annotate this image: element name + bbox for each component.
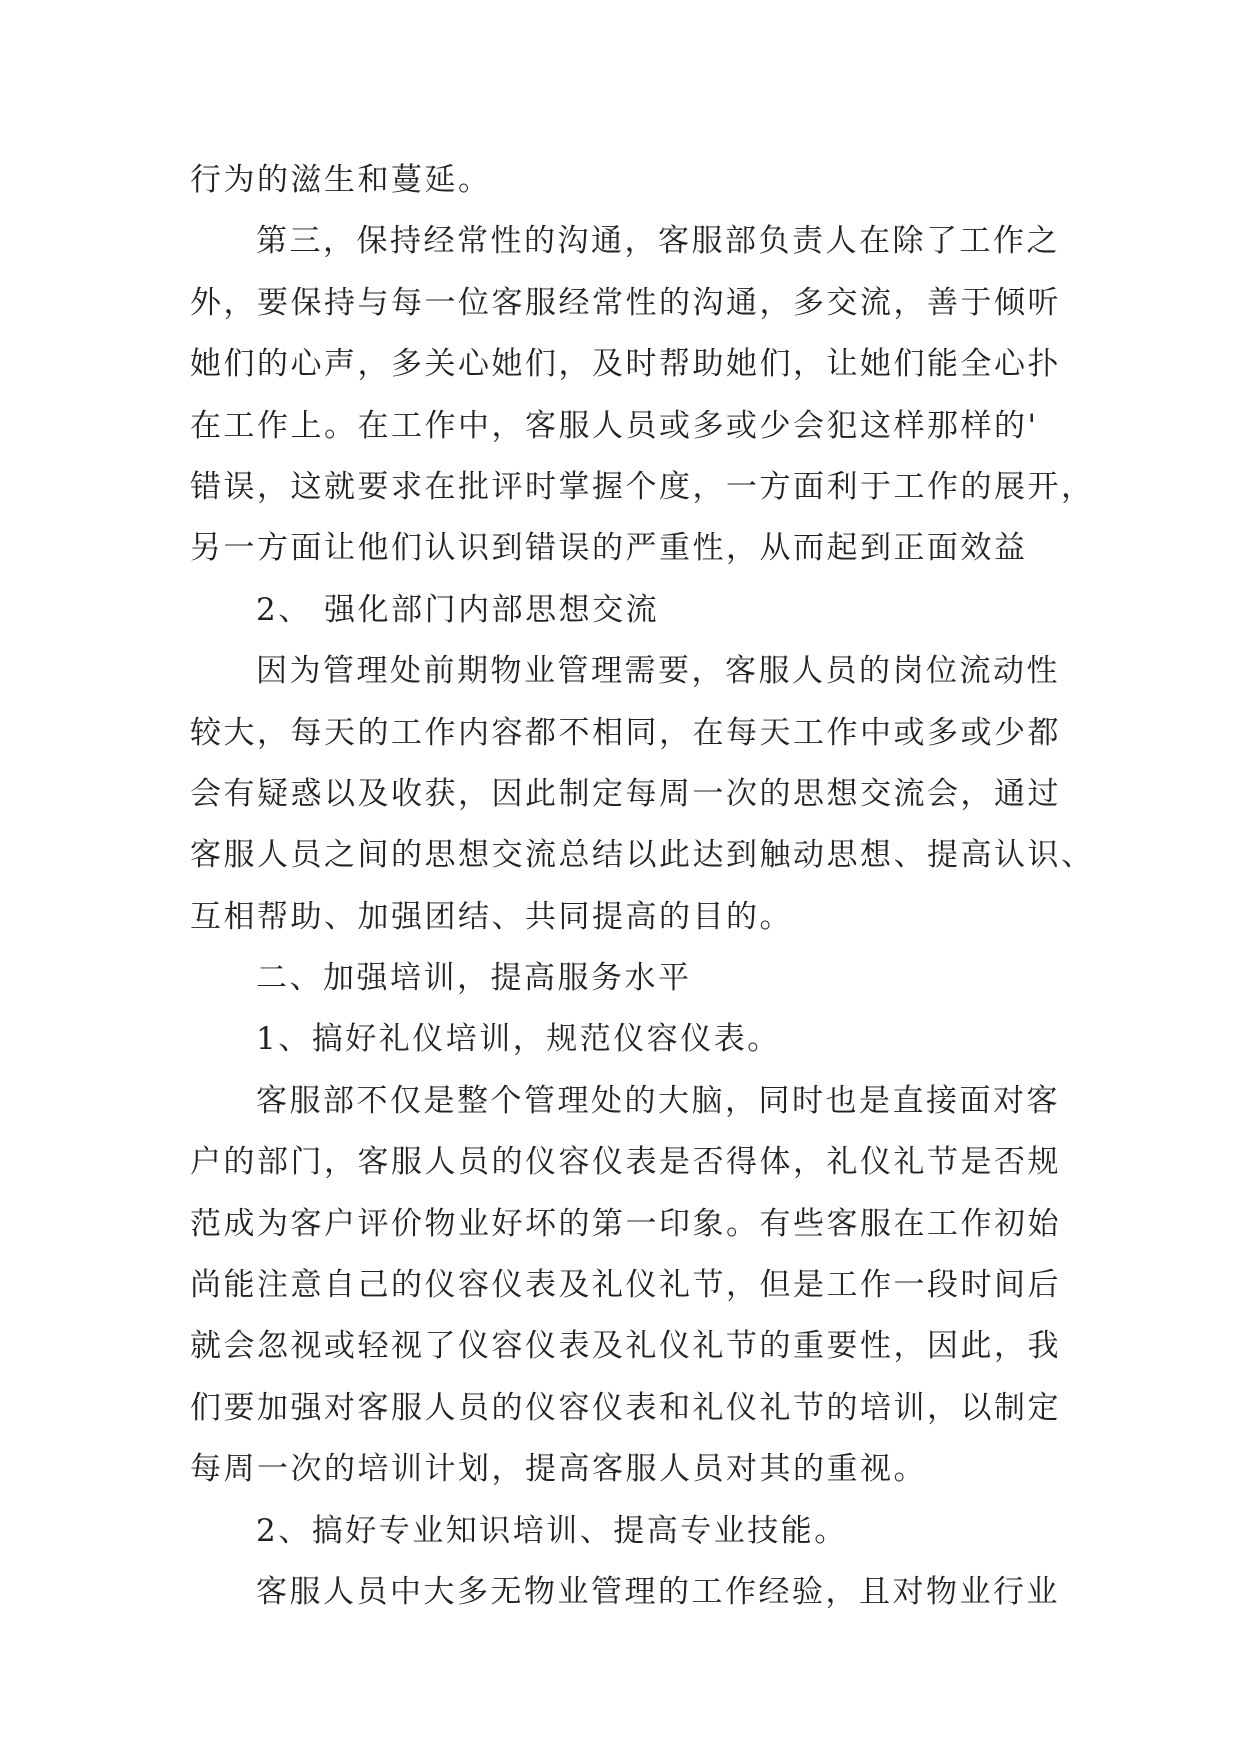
text-line: 互相帮助、加强团结、共同提高的目的。 [190,898,793,935]
text-line: 们要加强对客服人员的仪容仪表和礼仪礼节的培训，以制定 [190,1389,1061,1426]
text-line: 因为管理处前期物业管理需要，客服人员的岗位流动性 [256,653,1060,690]
text-line: 范成为客户评价物业好坏的第一印象。有些客服在工作初始 [190,1205,1061,1242]
text-line: 错误，这就要求在批评时掌握个度，一方面利于工作的展开， [190,468,1095,505]
text-line: 会有疑惑以及收获，因此制定每周一次的思想交流会，通过 [190,775,1061,812]
text-line: 客服部不仅是整个管理处的大脑，同时也是直接面对客 [256,1082,1060,1119]
text-line: 户的部门，客服人员的仪容仪表是否得体，礼仪礼节是否规 [190,1144,1061,1181]
text-line: 她们的心声，多关心她们，及时帮助她们，让她们能全心扑 [190,346,1061,383]
section-heading: 二、加强培训，提高服务水平 [256,960,692,997]
text-line: 尚能注意自己的仪容仪表及礼仪礼节，但是工作一段时间后 [190,1267,1061,1304]
text-line: 另一方面让他们认识到错误的严重性，从而起到正面效益 [190,530,1028,567]
document-page [190,150,1095,1623]
text-line: 在工作上。在工作中，客服人员或多或少会犯这样那样的' [190,407,1039,444]
text-line: 客服人员中大多无物业管理的工作经验，且对物业行业 [256,1573,1060,1610]
text-line: 第三，保持经常性的沟通，客服部负责人在除了工作之 [256,223,1060,260]
text-line: 每周一次的培训计划，提高客服人员对其的重视。 [190,1451,927,1488]
text-line: 客服人员之间的思想交流总结以此达到触动思想、提高认识、 [190,837,1095,874]
section-heading: 2、 强化部门内部思想交流 [256,591,660,628]
text-line: 就会忽视或轻视了仪容仪表及礼仪礼节的重要性，因此，我 [190,1328,1061,1365]
text-line: 外，要保持与每一位客服经常性的沟通，多交流，善于倾听 [190,284,1061,321]
section-heading: 2、搞好专业知识培训、提高专业技能。 [256,1512,848,1549]
text-line: 较大，每天的工作内容都不相同，在每天工作中或多或少都 [190,714,1061,751]
section-heading: 1、搞好礼仪培训，规范仪容仪表。 [256,1021,781,1058]
text-line: 行为的滋生和蔓延。 [190,162,492,198]
